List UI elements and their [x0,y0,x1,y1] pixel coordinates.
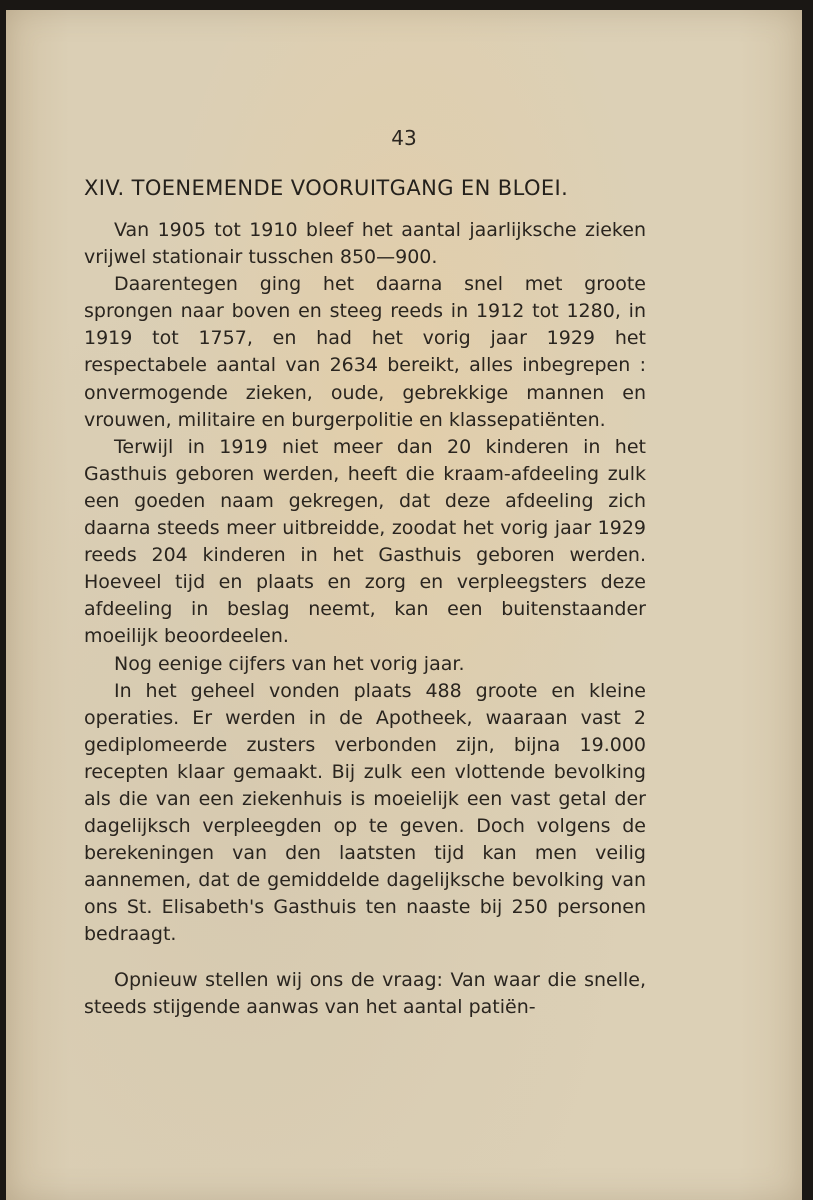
paragraph: In het geheel vonden plaats 488 groote en kleine operaties. Er werden in de Apotheek, waaraan vast 2 gediplomeerde zusters verbonden zijn, bijna 19.000 recepten klaar gemaakt. Bij zulk een vlottende bevolking als die van een ziekenhuis is moeielijk een vast getal der dagelijksch verpleegden op te geven. Doch volgens de berekeningen van den laatsten tijd kan men veilig aannemen, dat de gemiddelde dagelijksche bevolking van ons St. Elisabeth's Gasthuis ten naaste bij 250 personen bedraagt. [84,679,646,946]
paragraph: Terwijl in 1919 niet meer dan 20 kinderen in het Gasthuis geboren werden, heeft die kraam-afdeeling zulk een goeden naam gekregen, dat deze afdeeling zich daarna steeds meer uitbreidde, zoodat het vorig jaar 1929 reeds 204 kinderen in het Gasthuis geboren werden. Hoeveel tijd en plaats en zorg en verpleegsters deze afdeeling in beslag neemt, kan een buitenstaander moeilijk beoordeelen. [84,435,646,648]
page-number: 43 [391,126,417,150]
book-page [6,10,802,1200]
chapter-title: XIV. TOENEMENDE VOORUITGANG EN BLOEI. [84,176,569,200]
paragraph: Nog eenige cijfers van het vorig jaar. [114,652,465,675]
paragraph: Daarentegen ging het daarna snel met groote sprongen naar boven en steeg reeds in 1912 tot 1280, in 1919 tot 1757, en had het vorig jaar 1929 het respectabele aantal van 2634 bereikt, alles inbegrepen : onvermogende zieken, oude, gebrekkige mannen en vrouwen, militaire en burgerpolitie en klassepatiënten. [84,273,646,431]
paragraph: Opnieuw stellen wij ons de vraag: Van waar die snelle, steeds stijgende aanwas van het aantal patiën- [84,968,646,1018]
paragraph: Van 1905 tot 1910 bleef het aantal jaarlijksche zieken vrijwel stationair tusschen 850—900. [84,219,646,269]
body-text [84,217,646,1021]
